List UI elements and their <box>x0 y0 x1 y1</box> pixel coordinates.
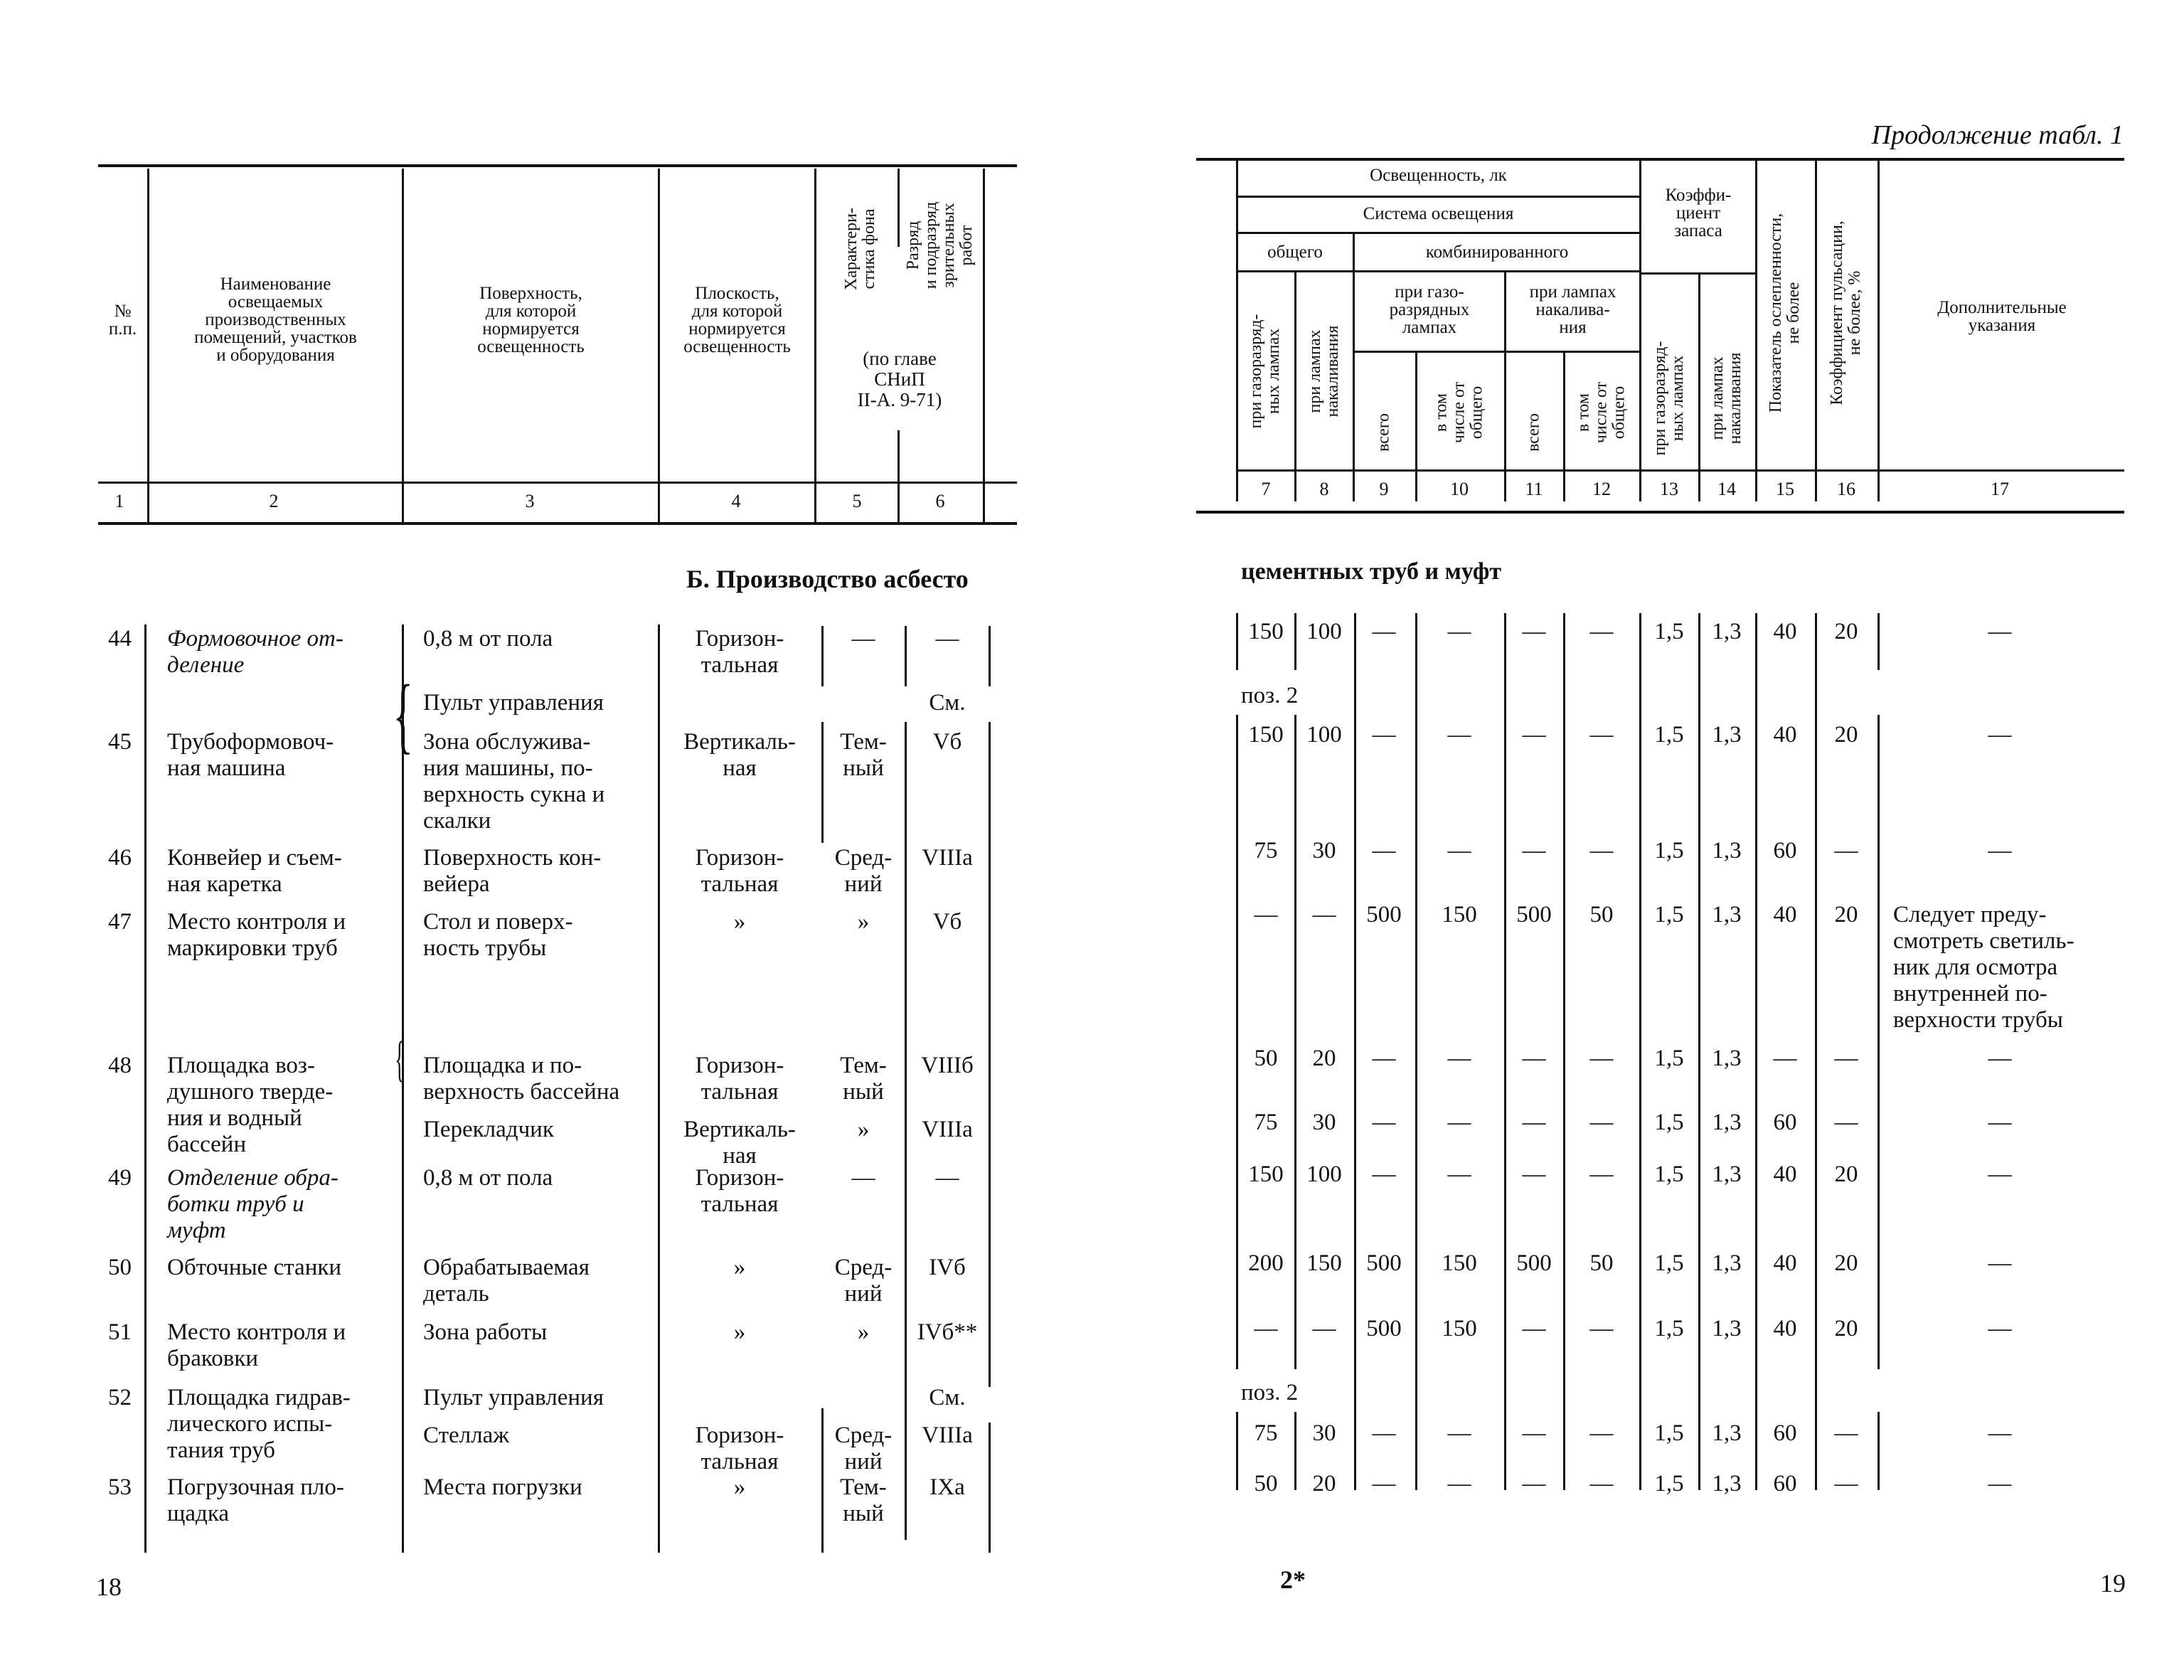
row-number: 50 <box>108 1255 132 1280</box>
header-col16-rotated: Коэффициент пульсации, не более, % <box>1828 220 1864 405</box>
additional-note: Следует преду- смотреть светиль- ник для осмотра внутренней по- верхности трубы <box>1893 902 2074 1033</box>
surface: Перекладчик <box>423 1117 554 1142</box>
value-cell: — <box>1522 1161 1546 1187</box>
value-cell: 30 <box>1312 1110 1336 1135</box>
plane: » <box>733 909 746 935</box>
surface: 0,8 м от пола <box>423 1165 553 1191</box>
header-combined: комбинированного <box>1425 243 1569 262</box>
value-cell: 20 <box>1834 902 1858 927</box>
room-name: Погрузочная пло- щадка <box>167 1474 344 1526</box>
plane: Горизон- тальная <box>695 845 784 897</box>
value-cell: 40 <box>1773 1161 1797 1187</box>
plane: Горизон- тальная <box>695 1053 784 1105</box>
value-cell: — <box>1589 838 1614 863</box>
background: » <box>857 1319 870 1345</box>
background: Тем- ный <box>840 729 887 781</box>
room-name: Площадка гидрав- лического испы- тания труб <box>167 1385 351 1463</box>
colnum-2: 2 <box>269 491 279 511</box>
value-cell: — <box>1447 1046 1471 1071</box>
surface: Стол и поверх- ность трубы <box>423 909 573 961</box>
value-cell: — <box>1522 619 1546 644</box>
value-cell: 75 <box>1254 838 1278 863</box>
row-number: 47 <box>108 909 132 935</box>
background: — <box>851 626 875 652</box>
section-title-right: цементных труб и муфт <box>1241 558 1502 585</box>
surface: Обрабатываемая деталь <box>423 1255 590 1307</box>
header-col3: Поверхность, для которой нормируется освещенность <box>477 284 585 356</box>
value-cell: — <box>1447 1420 1471 1446</box>
value-cell: — <box>1834 1471 1858 1496</box>
signature-mark: 2* <box>1280 1565 1306 1594</box>
surface: 0,8 м от пола <box>423 626 553 652</box>
visual-grade: VIIIа <box>922 1423 973 1448</box>
value-cell: 500 <box>1366 1316 1402 1341</box>
value-cell: 1,3 <box>1712 1250 1742 1276</box>
additional-note: — <box>1988 1420 2012 1446</box>
value-cell: 20 <box>1312 1046 1336 1071</box>
value-cell: 75 <box>1254 1420 1278 1446</box>
background: Сред- ний <box>834 1255 893 1307</box>
room-name: Отделение обра- ботки труб и муфт <box>167 1165 339 1243</box>
value-cell: 1,3 <box>1712 838 1742 863</box>
header-col7-rotated: при газоразряд- ных лампах <box>1247 314 1283 429</box>
value-cell: — <box>1589 1161 1614 1187</box>
room-name: Площадка воз- душного тверде- ния и водный бассейн <box>167 1053 334 1157</box>
value-cell: 60 <box>1773 838 1797 863</box>
colnum-11: 11 <box>1525 479 1543 499</box>
value-cell: 150 <box>1442 1316 1477 1341</box>
value-cell: — <box>1254 902 1278 927</box>
plane: Вертикаль- ная <box>683 1117 796 1169</box>
colnum-13: 13 <box>1660 479 1678 499</box>
surface: Стеллаж <box>423 1423 510 1448</box>
surface: Зона обслужива- ния машины, по- верхность сукна и скалки <box>423 729 605 834</box>
surface: Пульт управления <box>423 690 604 716</box>
value-cell: — <box>1372 1046 1396 1071</box>
value-cell: — <box>1522 838 1546 863</box>
row-number: 48 <box>108 1053 132 1078</box>
value-cell: — <box>1522 1046 1546 1071</box>
value-cell: 30 <box>1312 838 1336 863</box>
visual-grade: См. <box>929 1385 966 1410</box>
value-cell: — <box>1589 1420 1614 1446</box>
value-cell: 20 <box>1834 1316 1858 1341</box>
header-col13-rotated: при газоразряд- ных лампах <box>1651 341 1687 456</box>
value-cell: 500 <box>1516 902 1552 927</box>
value-cell: 1,5 <box>1654 902 1684 927</box>
value-cell: 1,5 <box>1654 722 1684 748</box>
value-cell: 1,3 <box>1712 619 1742 644</box>
value-cell: 50 <box>1254 1471 1278 1496</box>
position-note: поз. 2 <box>1241 683 1299 708</box>
value-cell: — <box>1522 1471 1546 1496</box>
value-cell: 1,3 <box>1712 1471 1742 1496</box>
value-cell: — <box>1522 1110 1546 1135</box>
value-cell: 500 <box>1366 902 1402 927</box>
background: Сред- ний <box>834 845 893 897</box>
value-cell: 500 <box>1516 1250 1552 1276</box>
additional-note: — <box>1988 1110 2012 1135</box>
background: » <box>857 1117 870 1142</box>
value-cell: — <box>1372 1420 1396 1446</box>
header-reserve-coefficient: Коэффи- циент запаса <box>1665 186 1732 240</box>
value-cell: — <box>1372 619 1396 644</box>
header-lighting-system: Система освещения <box>1363 204 1514 223</box>
value-cell: 150 <box>1248 722 1284 748</box>
plane: Горизон- тальная <box>695 1165 784 1217</box>
header-col15-rotated: Показатель ослепленности, не более <box>1767 213 1803 413</box>
value-cell: 150 <box>1306 1250 1342 1276</box>
value-cell: 75 <box>1254 1110 1278 1135</box>
value-cell: — <box>1589 1046 1614 1071</box>
value-cell: — <box>1447 1161 1471 1187</box>
colnum-1: 1 <box>114 491 124 511</box>
value-cell: 500 <box>1366 1250 1402 1276</box>
value-cell: 1,3 <box>1712 1046 1742 1071</box>
background: Сред- ний <box>834 1423 893 1474</box>
plane: » <box>733 1319 746 1345</box>
position-note: поз. 2 <box>1241 1380 1299 1405</box>
visual-grade: IVб <box>929 1255 966 1280</box>
colnum-14: 14 <box>1717 479 1736 499</box>
colnum-7: 7 <box>1261 479 1271 499</box>
visual-grade: — <box>935 626 959 652</box>
value-cell: — <box>1589 1471 1614 1496</box>
plane: Горизон- тальная <box>695 1423 784 1474</box>
row-number: 46 <box>108 845 132 871</box>
value-cell: — <box>1834 1046 1858 1071</box>
value-cell: 1,5 <box>1654 1471 1684 1496</box>
header-col2: Наименование освещаемых производственных помещений, участков и оборудования <box>194 275 357 365</box>
value-cell: 1,5 <box>1654 838 1684 863</box>
value-cell: 50 <box>1589 1250 1614 1276</box>
value-cell: 100 <box>1306 722 1342 748</box>
row-number: 52 <box>108 1385 132 1410</box>
value-cell: 1,3 <box>1712 1316 1742 1341</box>
header-gas-lamps: при газо- разрядных лампах <box>1389 282 1470 337</box>
value-cell: — <box>1372 838 1396 863</box>
colnum-12: 12 <box>1592 479 1611 499</box>
additional-note: — <box>1988 1471 2012 1496</box>
value-cell: — <box>1447 619 1471 644</box>
value-cell: 40 <box>1773 902 1797 927</box>
surface: Площадка и по- верхность бассейна <box>423 1053 620 1105</box>
header-incandescent-lamps: при лампах накалива- ния <box>1529 282 1616 337</box>
room-name: Обточные станки <box>167 1255 342 1280</box>
section-title-left: Б. Производство асбесто <box>686 565 969 593</box>
colnum-5: 5 <box>852 491 862 511</box>
room-name: Трубоформовоч- ная машина <box>167 729 334 781</box>
surface: Пульт управления <box>423 1385 604 1410</box>
plane: Вертикаль- ная <box>683 729 796 781</box>
room-name: Конвейер и съем- ная каретка <box>167 845 342 897</box>
colnum-6: 6 <box>935 491 945 511</box>
visual-grade: IVб** <box>917 1319 978 1345</box>
visual-grade: VIIIа <box>922 1117 973 1142</box>
value-cell: — <box>1372 1110 1396 1135</box>
header-col56-note: (по главе СНиП II-A. 9-71) <box>857 348 942 410</box>
header-col5-rotated: Характери- стика фона <box>842 208 878 290</box>
value-cell: 60 <box>1773 1110 1797 1135</box>
background: » <box>857 909 870 935</box>
colnum-16: 16 <box>1837 479 1855 499</box>
plane: Горизон- тальная <box>695 626 784 678</box>
header-col1: № п.п. <box>108 302 137 339</box>
colnum-17: 17 <box>1991 479 2009 499</box>
plane: » <box>733 1474 746 1500</box>
value-cell: 40 <box>1773 1316 1797 1341</box>
value-cell: — <box>1522 1316 1546 1341</box>
value-cell: 40 <box>1773 722 1797 748</box>
value-cell: 30 <box>1312 1420 1336 1446</box>
header-col9-rotated: всего <box>1374 413 1393 452</box>
value-cell: 1,3 <box>1712 902 1742 927</box>
visual-grade: VIIIб <box>921 1053 974 1078</box>
header-col11-rotated: всего <box>1524 413 1543 452</box>
row-number: 45 <box>108 729 132 755</box>
value-cell: 1,5 <box>1654 1046 1684 1071</box>
value-cell: 1,5 <box>1654 1250 1684 1276</box>
surface: Поверхность кон- вейера <box>423 845 602 897</box>
header-col4: Плоскость, для которой нормируется освещенность <box>683 284 791 356</box>
value-cell: — <box>1834 1110 1858 1135</box>
header-col6-rotated: Разряд и подразряд зрительных работ <box>904 201 976 289</box>
value-cell: 1,3 <box>1712 1161 1742 1187</box>
value-cell: — <box>1447 722 1471 748</box>
colnum-4: 4 <box>731 491 741 511</box>
header-col8-rotated: при лампах накаливания <box>1306 325 1342 418</box>
value-cell: 1,3 <box>1712 1420 1742 1446</box>
value-cell: 1,5 <box>1654 1110 1684 1135</box>
additional-note: — <box>1988 1161 2012 1187</box>
header-col12-rotated: в том числе от общего <box>1574 381 1629 444</box>
value-cell: 100 <box>1306 1161 1342 1187</box>
room-name: Место контроля и маркировки труб <box>167 909 346 961</box>
value-cell: — <box>1254 1316 1278 1341</box>
room-name: Формовочное от- деление <box>167 626 343 678</box>
row-number: 53 <box>108 1474 132 1500</box>
value-cell: 20 <box>1834 1250 1858 1276</box>
value-cell: — <box>1589 619 1614 644</box>
value-cell: — <box>1834 1420 1858 1446</box>
value-cell: 1,5 <box>1654 1161 1684 1187</box>
value-cell: — <box>1372 1161 1396 1187</box>
visual-grade: См. <box>929 690 966 716</box>
value-cell: — <box>1589 1316 1614 1341</box>
surface: Зона работы <box>423 1319 548 1345</box>
value-cell: 20 <box>1834 1161 1858 1187</box>
additional-note: — <box>1988 1250 2012 1276</box>
row-number: 51 <box>108 1319 132 1345</box>
additional-note: — <box>1988 1316 2012 1341</box>
page-number-right: 19 <box>2100 1569 2126 1597</box>
colnum-3: 3 <box>525 491 535 511</box>
page-number-left: 18 <box>96 1573 122 1601</box>
colnum-15: 15 <box>1776 479 1794 499</box>
value-cell: 20 <box>1834 619 1858 644</box>
value-cell: 150 <box>1248 619 1284 644</box>
value-cell: — <box>1522 1420 1546 1446</box>
visual-grade: Vб <box>932 729 962 755</box>
header-col10-rotated: в том числе от общего <box>1432 381 1486 444</box>
value-cell: 1,3 <box>1712 722 1742 748</box>
surface: Места погрузки <box>423 1474 582 1500</box>
value-cell: 1,5 <box>1654 619 1684 644</box>
visual-grade: — <box>935 1165 959 1191</box>
value-cell: 150 <box>1442 1250 1477 1276</box>
row-number: 44 <box>108 626 132 652</box>
value-cell: 1,5 <box>1654 1420 1684 1446</box>
value-cell: — <box>1312 902 1336 927</box>
value-cell: — <box>1312 1316 1336 1341</box>
value-cell: 40 <box>1773 619 1797 644</box>
value-cell: 20 <box>1312 1471 1336 1496</box>
additional-note: — <box>1988 838 2012 863</box>
colnum-10: 10 <box>1450 479 1469 499</box>
additional-note: — <box>1988 619 2012 644</box>
value-cell: 1,3 <box>1712 1110 1742 1135</box>
value-cell: 200 <box>1248 1250 1284 1276</box>
value-cell: — <box>1447 1110 1471 1135</box>
background: Тем- ный <box>840 1474 887 1526</box>
value-cell: 60 <box>1773 1420 1797 1446</box>
row-number: 49 <box>108 1165 132 1191</box>
value-cell: — <box>1834 838 1858 863</box>
colnum-9: 9 <box>1379 479 1389 499</box>
visual-grade: IXа <box>929 1474 965 1500</box>
background: Тем- ный <box>840 1053 887 1105</box>
value-cell: 50 <box>1589 902 1614 927</box>
value-cell: — <box>1372 722 1396 748</box>
value-cell: — <box>1522 722 1546 748</box>
value-cell: 40 <box>1773 1250 1797 1276</box>
value-cell: 20 <box>1834 722 1858 748</box>
value-cell: 60 <box>1773 1471 1797 1496</box>
continuation-label: Продолжение табл. 1 <box>1871 120 2124 150</box>
background: — <box>851 1165 875 1191</box>
additional-note: — <box>1988 722 2012 748</box>
visual-grade: Vб <box>932 909 962 935</box>
value-cell: — <box>1447 838 1471 863</box>
visual-grade: VIIIа <box>922 845 973 871</box>
colnum-8: 8 <box>1319 479 1329 499</box>
value-cell: — <box>1589 1110 1614 1135</box>
plane: » <box>733 1255 746 1280</box>
value-cell: 50 <box>1254 1046 1278 1071</box>
value-cell: 100 <box>1306 619 1342 644</box>
value-cell: — <box>1372 1471 1396 1496</box>
room-name: Место контроля и браковки <box>167 1319 346 1371</box>
value-cell: — <box>1447 1471 1471 1496</box>
value-cell: 150 <box>1248 1161 1284 1187</box>
header-illumination: Освещенность, лк <box>1370 166 1507 185</box>
header-col14-rotated: при лампах накаливания <box>1708 352 1744 445</box>
value-cell: — <box>1589 722 1614 748</box>
header-general: общего <box>1267 243 1323 262</box>
additional-note: — <box>1988 1046 2012 1071</box>
value-cell: 1,5 <box>1654 1316 1684 1341</box>
value-cell: 150 <box>1442 902 1477 927</box>
header-additional-notes: Дополнительные указания <box>1937 298 2067 335</box>
value-cell: — <box>1773 1046 1797 1071</box>
